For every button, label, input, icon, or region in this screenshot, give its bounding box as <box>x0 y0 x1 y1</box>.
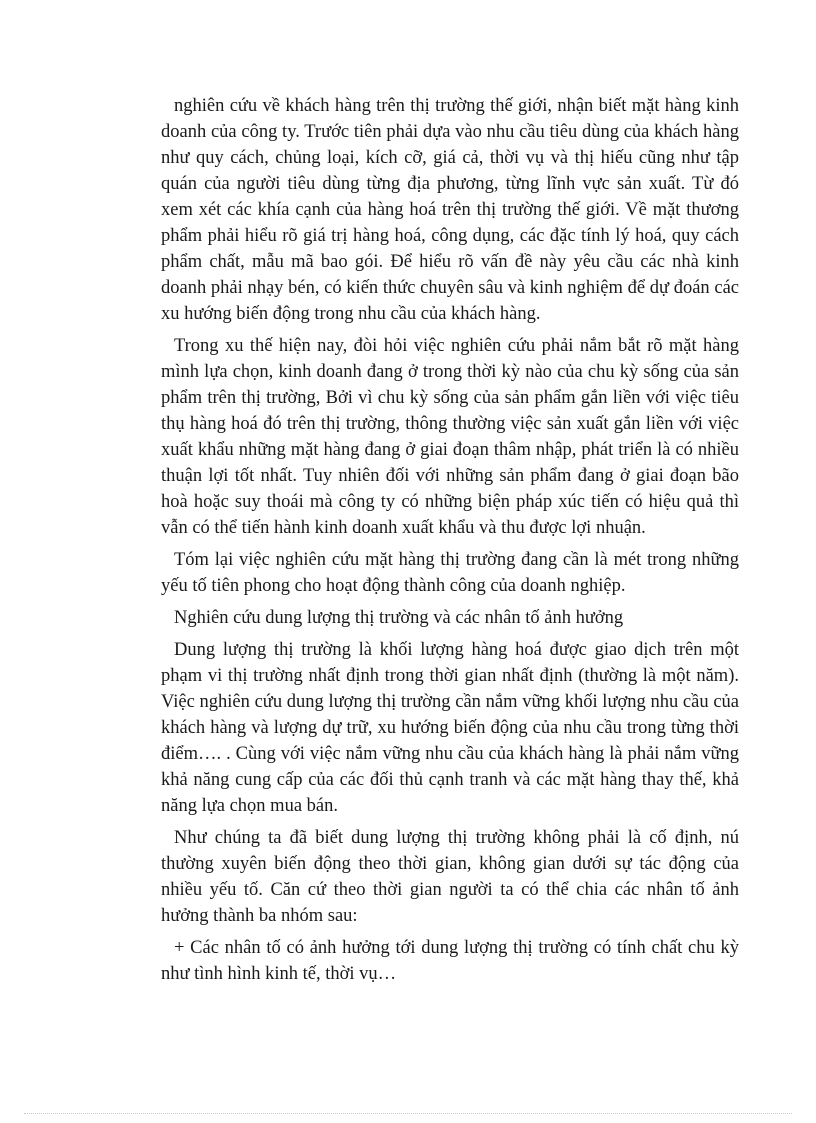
page-bottom-divider <box>24 1113 792 1114</box>
section-heading-market-capacity: Nghiên cứu dung lượng thị trường và các nhân tố ảnh hưởng <box>174 608 624 628</box>
paragraph-capacity-factors: Như chúng ta đã biết dung lượng thị trường không phải là cố định, nú thường xuyên biến động theo thời gian, không gian dưới sự tác động của nhiều yếu tố. Căn cứ theo thời gian người ta có thể chia các nhân tố ảnh hưởng thành ba nhóm sau: <box>161 828 739 926</box>
paragraph-customer-research: nghiên cứu về khách hàng trên thị trường thế giới, nhận biết mặt hàng kinh doanh của công ty. Trước tiên phải dựa vào nhu cầu tiêu dùng của khách hàng như quy cách, chủng loại, kích cỡ, giá cả, thời vụ và thị hiếu cũng như tập quán của người tiêu dùng từng địa phương, từng lĩnh vực sản xuất. Từ đó xem xét các khía cạnh của hàng hoá trên thị trường thế giới. Về mặt thương phẩm phải hiểu rõ giá trị hàng hoá, công dụng, các đặc tính lý hoá, quy cách phẩm chất, mẫu mã bao gói. Để hiểu rõ vấn đề này yêu cầu các nhà kinh doanh phải nhạy bén, có kiến thức chuyên sâu và kinh nghiệm để dự đoán các xu hướng biến động trong nhu cầu của khách hàng. <box>161 96 739 324</box>
paragraph-market-capacity: Dung lượng thị trường là khối lượng hàng hoá được giao dịch trên một phạm vi thị trường nhất định trong thời gian nhất định (thường là một năm). Việc nghiên cứu dung lượng thị trường cần nắm vững khối lượng nhu cầu của khách hàng và lượng dự trữ, xu hướng biến động của nhu cầu trong từng thời điểm…. . Cùng với việc nắm vững nhu cầu của khách hàng là phải nắm vững khả năng cung cấp của các đối thủ cạnh tranh và các mặt hàng thay thế, khả năng lựa chọn mua bán. <box>161 640 739 816</box>
list-item-cyclical-factors: + Các nhân tố có ảnh hưởng tới dung lượng thị trường có tính chất chu kỳ như tình hình kinh tế, thời vụ… <box>161 938 739 984</box>
document-body <box>161 93 739 993</box>
paragraph-summary: Tóm lại việc nghiên cứu mặt hàng thị trường đang cần là mét trong những yếu tố tiên phong cho hoạt động thành công của doanh nghiệp. <box>161 550 739 596</box>
paragraph-product-lifecycle: Trong xu thế hiện nay, đòi hỏi việc nghiên cứu phải nắm bắt rõ mặt hàng mình lựa chọn, kinh doanh đang ở trong thời kỳ nào của chu kỳ sống của sản phẩm trên thị trường, Bởi vì chu kỳ sống của sản phẩm gắn liền với việc tiêu thụ hàng hoá đó trên thị trường, thông thường việc sản xuất gắn liền với việc xuất khẩu những mặt hàng đang ở giai đoạn thâm nhập, phát triển là có nhiều thuận lợi tốt nhất. Tuy nhiên đối với những sản phẩm đang ở giai đoạn bão hoà hoặc suy thoái mà công ty có những biện pháp xúc tiến có hiệu quả thì vẫn có thể tiến hành kinh doanh xuất khẩu và thu được lợi nhuận. <box>161 336 739 538</box>
